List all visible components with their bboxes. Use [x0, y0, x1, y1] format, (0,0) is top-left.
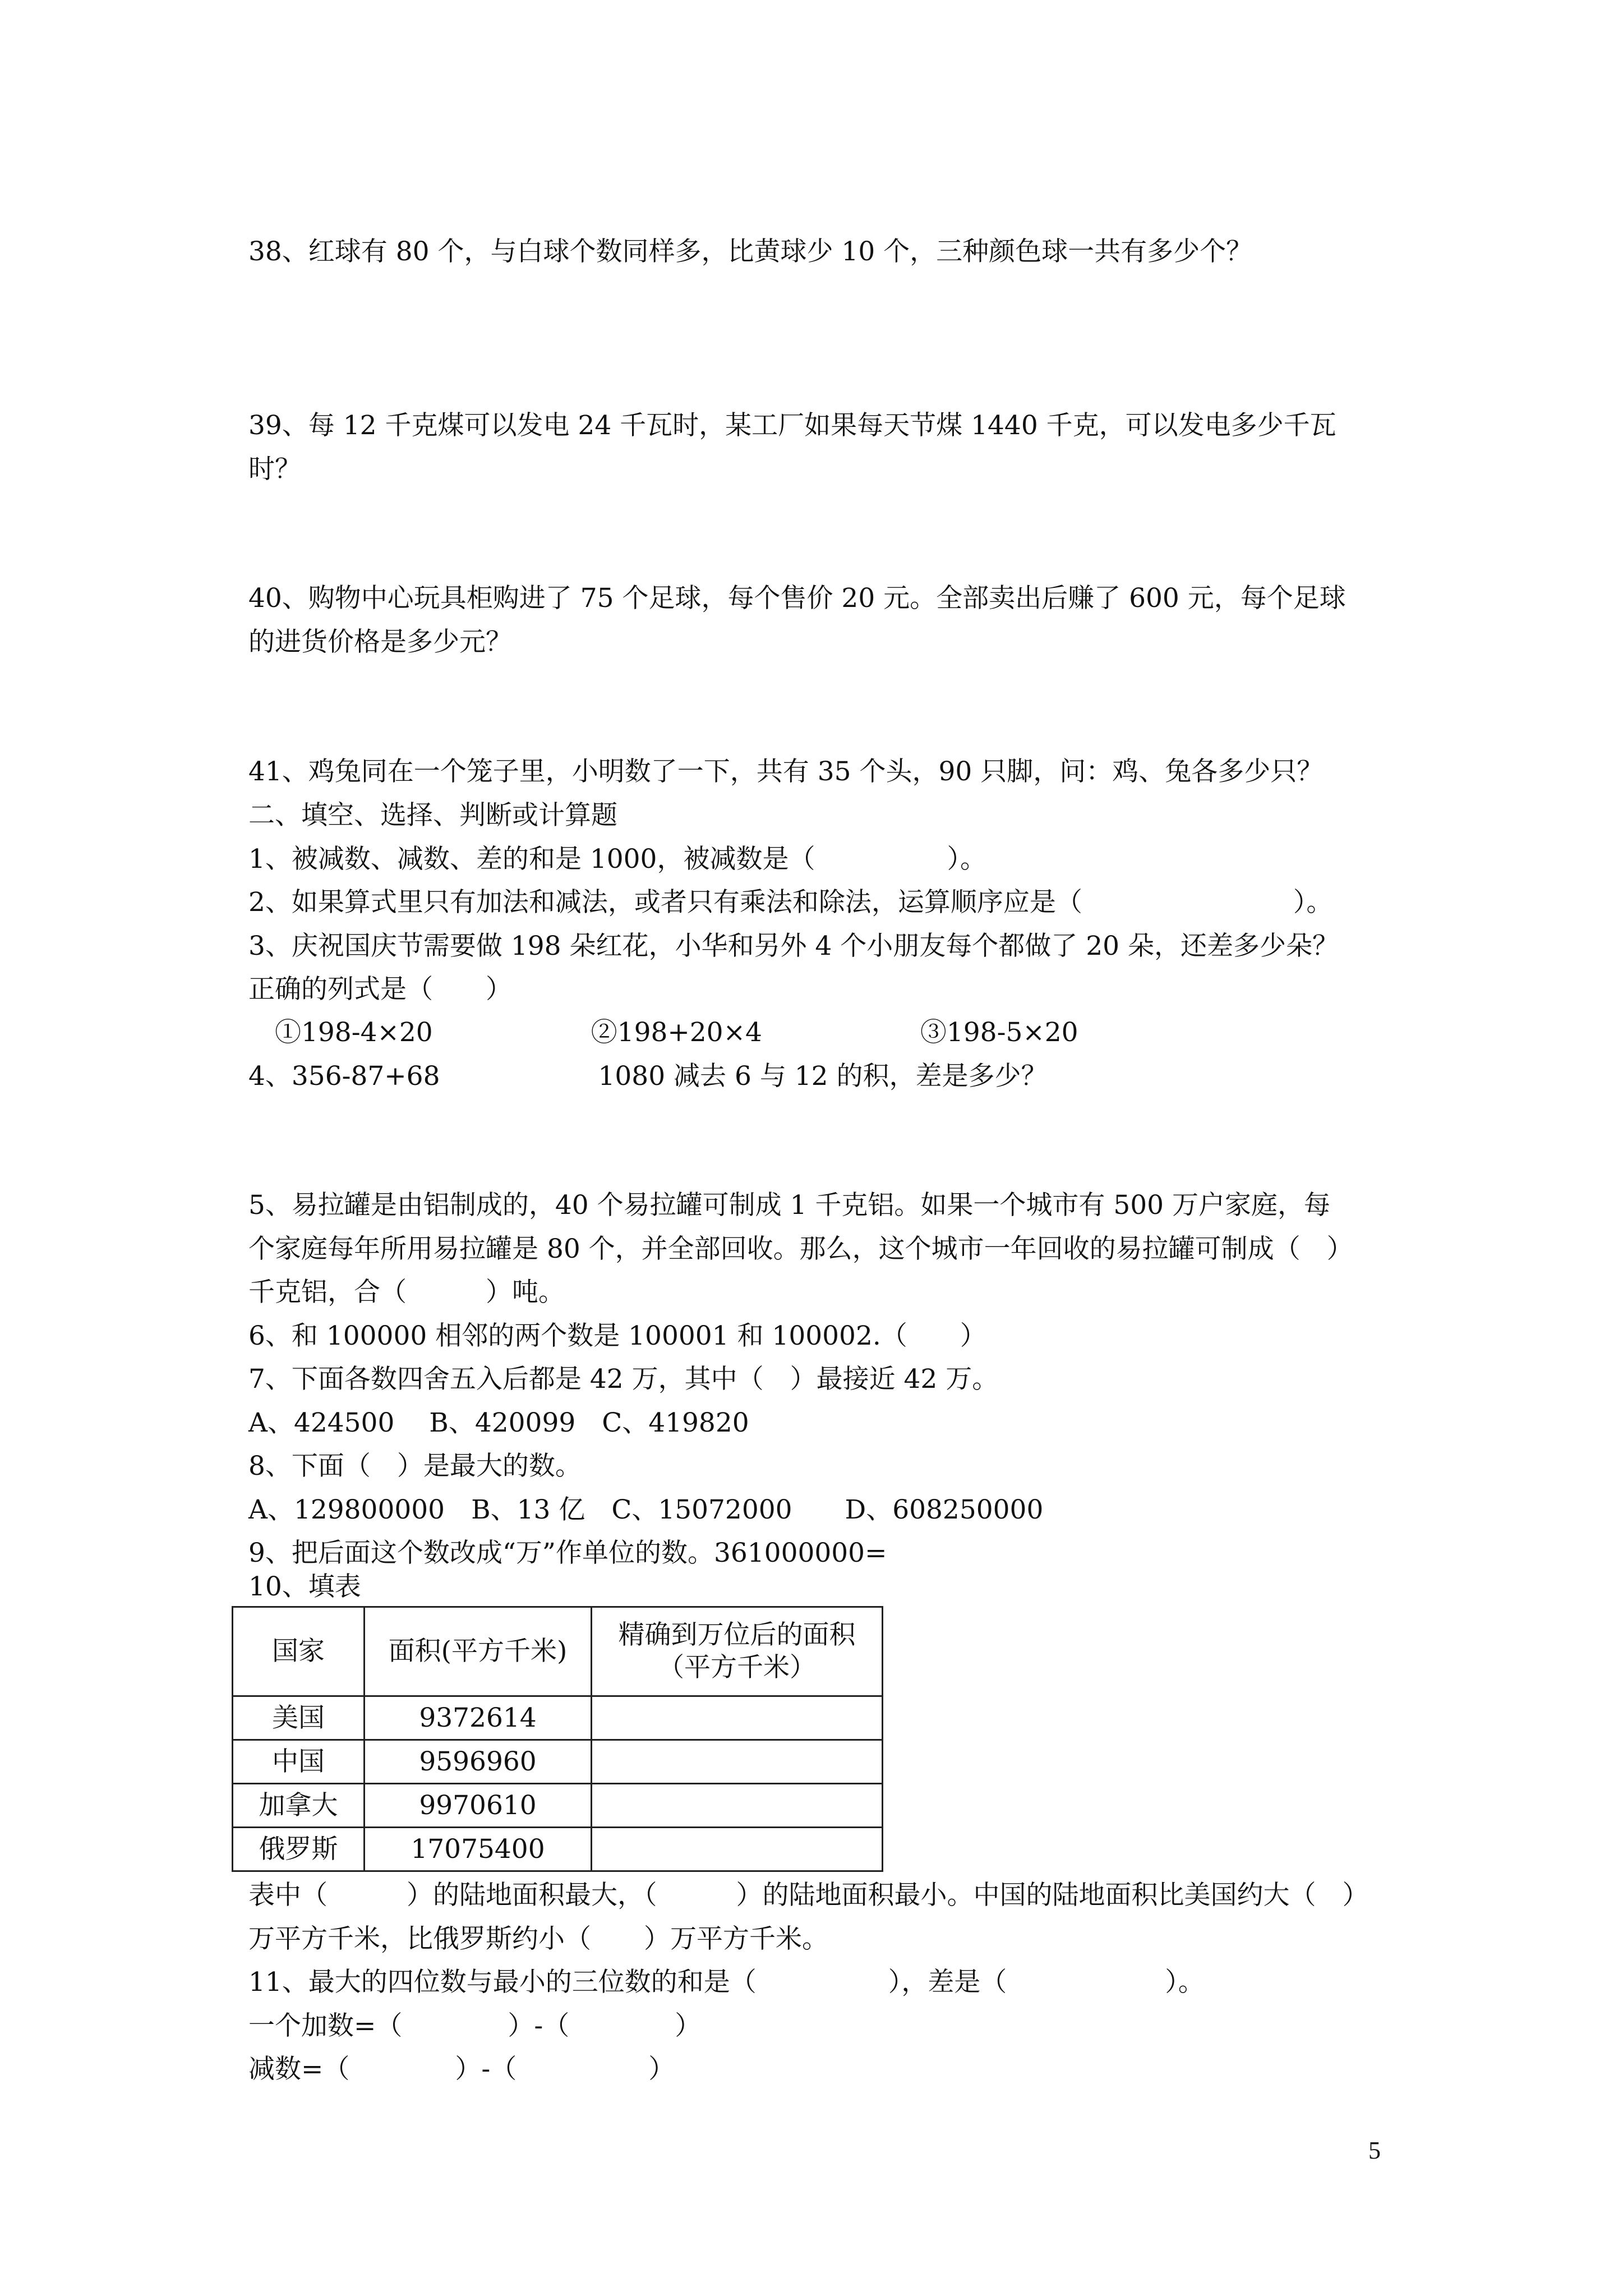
table-header-row — [233, 1607, 883, 1696]
cell-rounded[interactable] — [592, 1784, 883, 1828]
item-2: 2、如果算式里只有加法和减法，或者只有乘法和除法，运算顺序应是（ ）。 — [248, 887, 1333, 918]
item-11: 11、最大的四位数与最小的三位数的和是（ ），差是（ ）。 — [248, 1967, 1205, 1998]
cell-area: 9596960 — [365, 1740, 592, 1784]
item-4: 4、356-87+68 1080 减去 6 与 12 的积，差是多少？ — [248, 1061, 1048, 1092]
page-number: 5 — [1368, 2137, 1381, 2164]
formula-addend: 一个加数=（ ）-（ ） — [248, 2010, 702, 2041]
header-rounded-line1: 精确到万位后的面积 — [618, 1619, 856, 1650]
cell-country: 俄罗斯 — [233, 1828, 365, 1871]
header-area: 面积(平方千米) — [365, 1607, 592, 1696]
item-10-question-line2: 万平方千米，比俄罗斯约小（ ）万平方千米。 — [248, 1924, 828, 1954]
item-3-line2: 正确的列式是（ ） — [248, 974, 512, 1005]
cell-country: 中国 — [233, 1740, 365, 1784]
question-40-line1: 40、购物中心玩具柜购进了 75 个足球，每个售价 20 元。全部卖出后赚了 600 元，每个足球 — [248, 583, 1346, 614]
formula-subtrahend: 减数=（ ）-（ ） — [248, 2054, 675, 2085]
item-7-options: A、424500 B、420099 C、419820 — [248, 1407, 749, 1438]
question-40-line2: 的进货价格是多少元？ — [248, 627, 512, 657]
section-heading: 二、填空、选择、判断或计算题 — [248, 800, 617, 831]
question-38: 38、红球有 80 个，与白球个数同样多，比黄球少 10 个，三种颜色球一共有多少个？ — [248, 236, 1253, 267]
item-9: 9、把后面这个数改成“万”作单位的数。361000000= — [248, 1538, 887, 1568]
cell-area: 17075400 — [365, 1828, 592, 1871]
item-5-line2: 个家庭每年所用易拉罐是 80 个，并全部回收。那么，这个城市一年回收的易拉罐可制成（ ） — [248, 1234, 1353, 1264]
table-row — [233, 1828, 883, 1871]
header-country: 国家 — [233, 1607, 365, 1696]
header-rounded-line2: （平方千米） — [658, 1652, 816, 1683]
item-10: 10、填表 — [248, 1571, 361, 1602]
cell-area: 9372614 — [365, 1696, 592, 1740]
item-6: 6、和 100000 相邻的两个数是 100001 和 100002.（ ） — [248, 1320, 986, 1351]
table-row — [233, 1696, 883, 1740]
table-row — [233, 1740, 883, 1784]
cell-area: 9970610 — [365, 1784, 592, 1828]
item-8: 8、下面（ ）是最大的数。 — [248, 1451, 582, 1481]
item-7: 7、下面各数四舍五入后都是 42 万，其中（ ）最接近 42 万。 — [248, 1364, 999, 1395]
item-5-line3: 千克铝，合（ ）吨。 — [248, 1277, 565, 1308]
item-10-question-line1: 表中（ ）的陆地面积最大，（ ）的陆地面积最小。中国的陆地面积比美国约大（ ） — [248, 1880, 1369, 1911]
header-rounded-area — [592, 1607, 883, 1696]
area-table — [232, 1606, 883, 1872]
cell-country: 美国 — [233, 1696, 365, 1740]
item-1: 1、被减数、减数、差的和是 1000，被减数是（ ）。 — [248, 844, 986, 875]
cell-country: 加拿大 — [233, 1784, 365, 1828]
question-41: 41、鸡兔同在一个笼子里，小明数了一下，共有 35 个头，90 只脚，问：鸡、兔各多少只？ — [248, 756, 1324, 787]
table-row — [233, 1784, 883, 1828]
question-39-line1: 39、每 12 千克煤可以发电 24 千瓦时，某工厂如果每天节煤 1440 千克，可以发电多少千瓦 — [248, 410, 1336, 441]
question-39-line2: 时？ — [248, 454, 301, 485]
item-3-options: ①198-4×20 ②198+20×4 ③198-5×20 — [248, 1017, 1078, 1048]
cell-rounded[interactable] — [592, 1828, 883, 1871]
item-5-line1: 5、易拉罐是由铝制成的，40 个易拉罐可制成 1 千克铝。如果一个城市有 500 万户家庭，每 — [248, 1190, 1331, 1221]
item-3-line1: 3、庆祝国庆节需要做 198 朵红花，小华和另外 4 个小朋友每个都做了 20 朵，还差多少朵？ — [248, 931, 1339, 961]
cell-rounded[interactable] — [592, 1696, 883, 1740]
cell-rounded[interactable] — [592, 1740, 883, 1784]
item-8-options: A、129800000 B、13 亿 C、15072000 D、608250000 — [248, 1494, 1044, 1525]
